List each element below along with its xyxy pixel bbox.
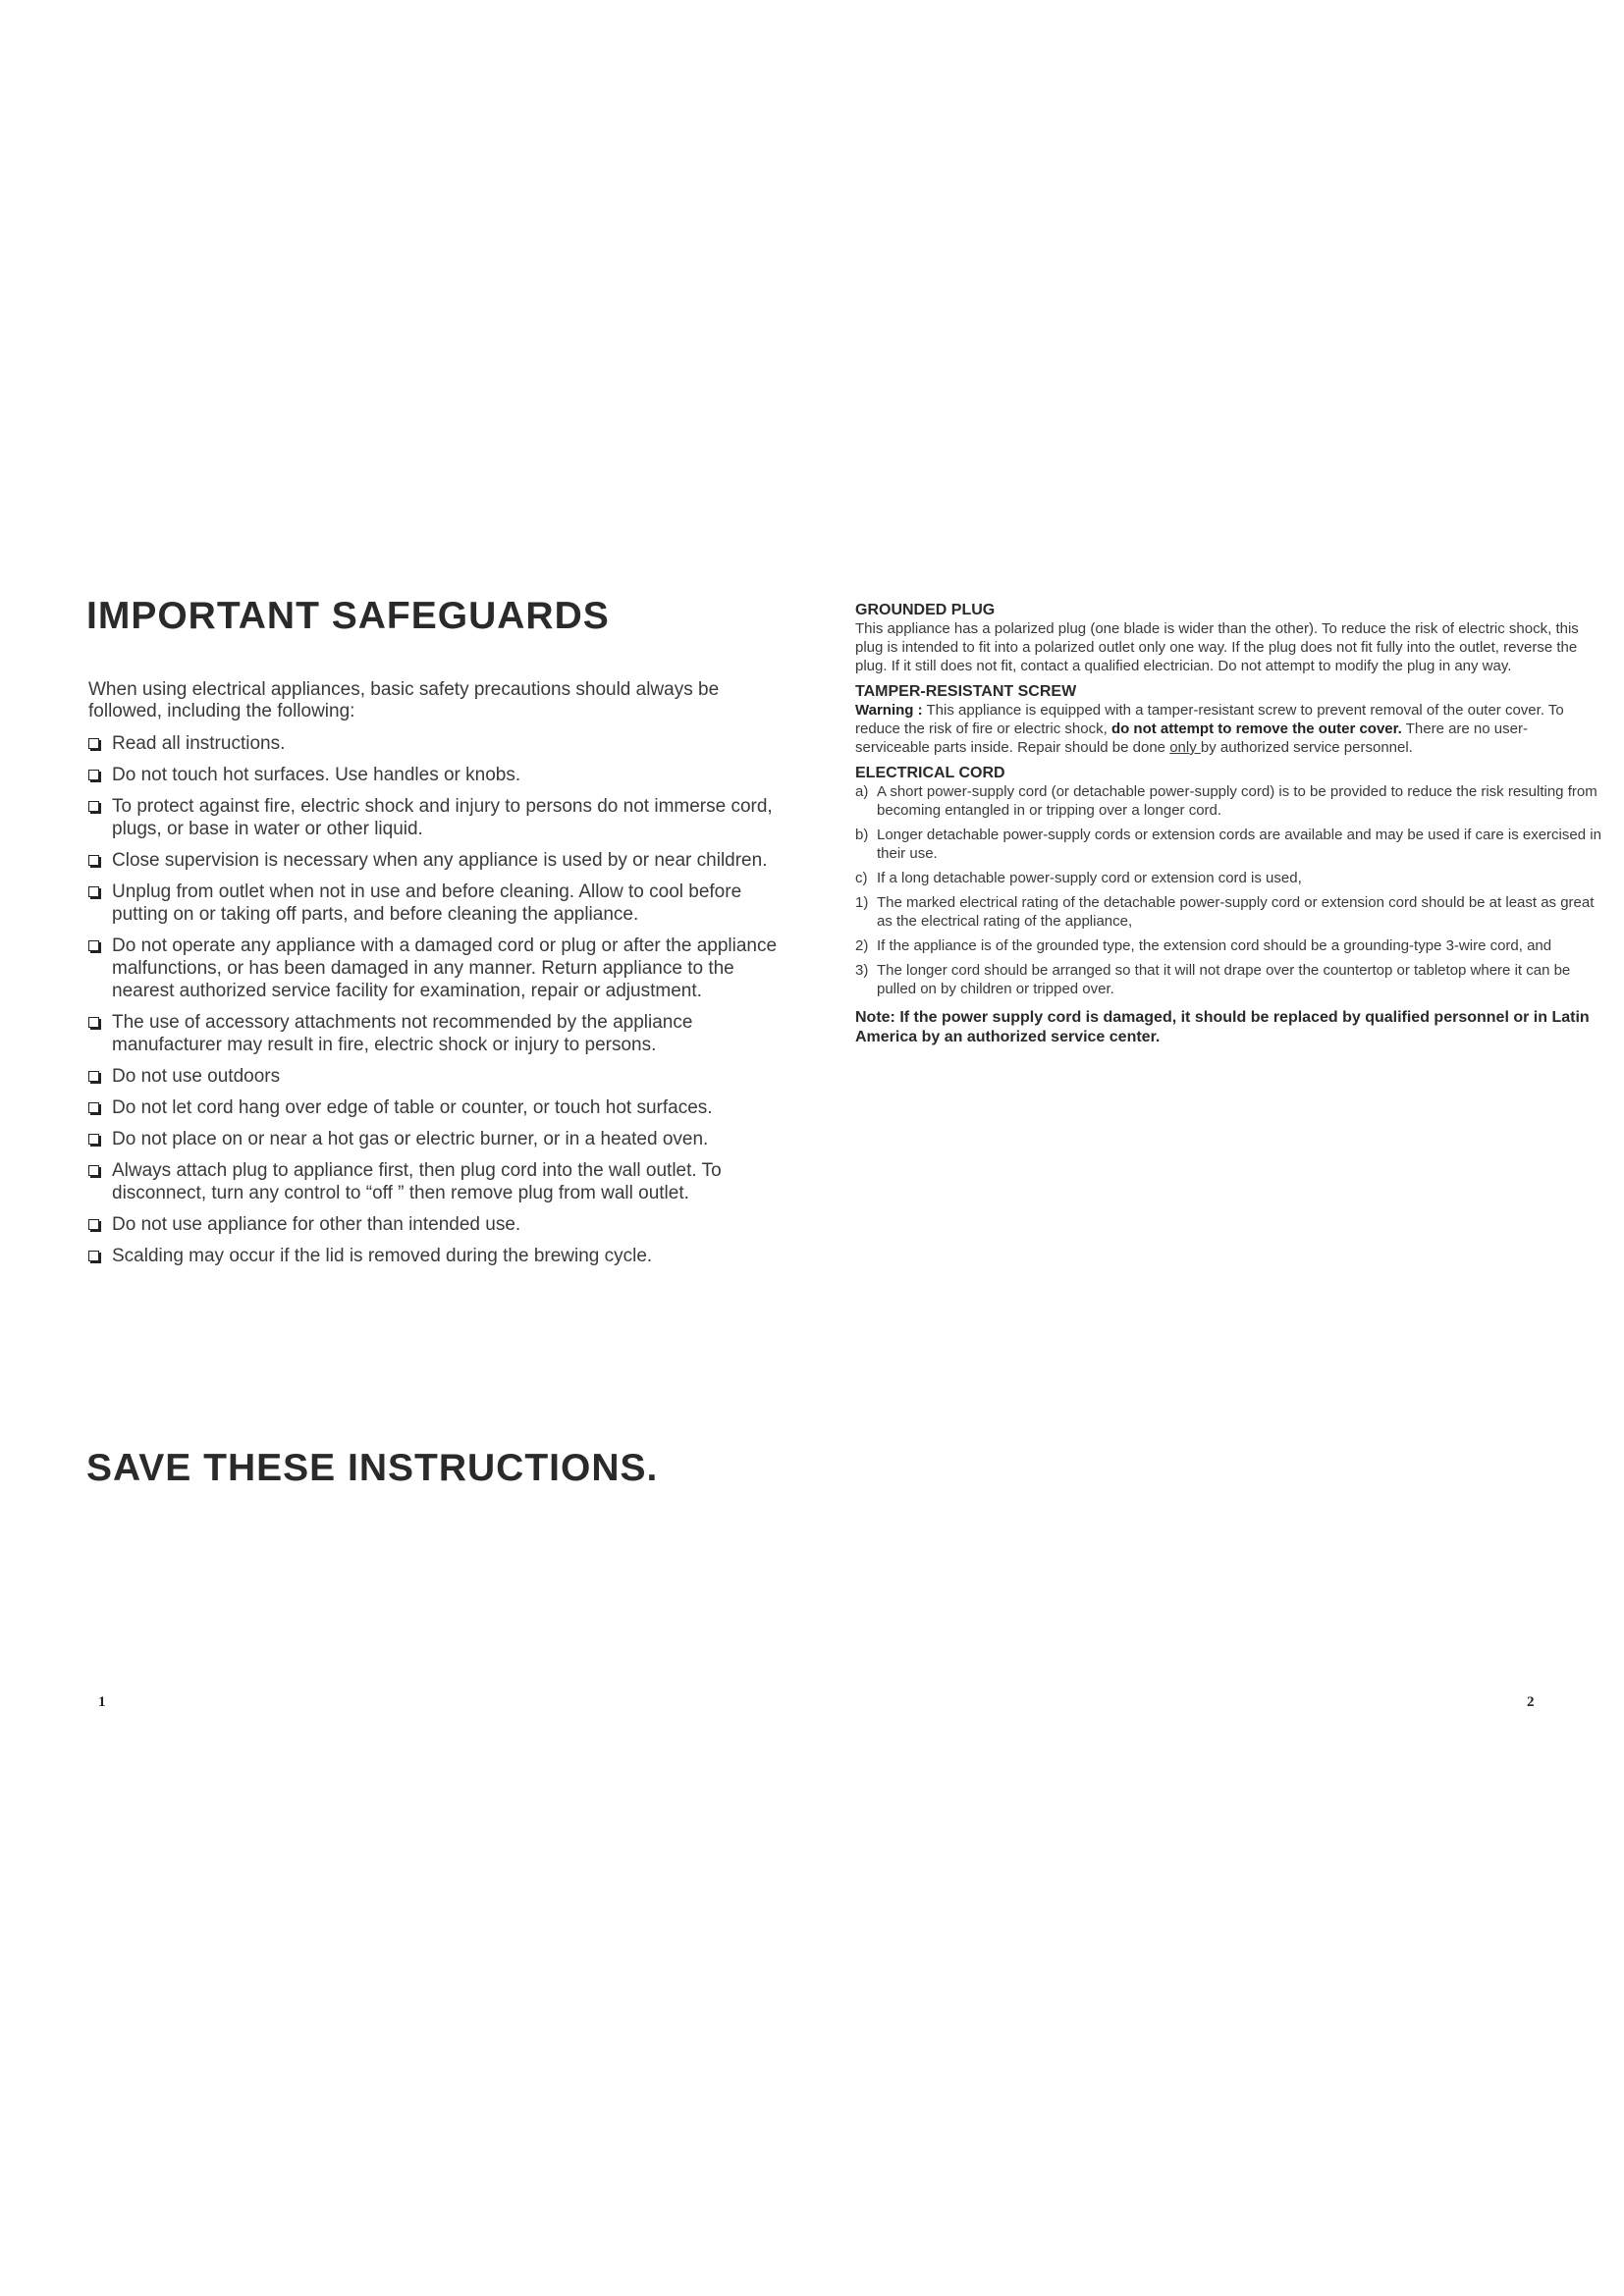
checkbox-icon bbox=[88, 1102, 99, 1113]
list-item bbox=[855, 961, 1601, 998]
right-page bbox=[812, 0, 1624, 2296]
list-marker: b) bbox=[855, 827, 869, 843]
list-item bbox=[88, 1065, 785, 1088]
section-heading: ELECTRICAL CORD bbox=[855, 765, 1005, 781]
list-item-text: Unplug from outlet when not in use and before cleaning. Allow to cool before putting on or taking off parts, and before cleaning the appliance. bbox=[112, 881, 742, 925]
list-item bbox=[855, 869, 1601, 887]
list-item bbox=[88, 732, 785, 755]
list-item-text: The marked electrical rating of the detachable power-supply cord or extension cord should be at least as great as the electrical rating of the appliance, bbox=[877, 894, 1595, 930]
warning-text: by authorized service personnel. bbox=[1200, 739, 1413, 756]
list-item-text: Read all instructions. bbox=[112, 733, 286, 754]
section-body: This appliance has a polarized plug (one blade is wider than the other). To reduce the risk of electric shock, this plug is intended to fit into a polarized outlet only one way. If the plug does not fit fully into the outlet, reverse the plug. If it still does not fit, contact a qualified electrician. Do not attempt to modify the plug in any way. bbox=[855, 620, 1579, 674]
note-text: Note: If the power supply cord is damaged, it should be replaced by qualified personnel or in Latin America by an authorized service center. bbox=[855, 1009, 1590, 1045]
list-item bbox=[88, 1096, 785, 1119]
warning-text: This appliance is equipped with a tamper-resistant screw to prevent removal of the outer cover. To reduce the risk of fire or electric shock, bbox=[855, 702, 1564, 737]
checkbox-icon bbox=[88, 1165, 99, 1176]
list-item bbox=[88, 881, 785, 926]
list-item bbox=[88, 934, 785, 1002]
underlined-text: only bbox=[1169, 739, 1201, 756]
section-heading: GROUNDED PLUG bbox=[855, 602, 996, 618]
page-number: 1 bbox=[98, 1694, 106, 1710]
grounded-plug-section bbox=[855, 601, 1601, 675]
list-item-text: Always attach plug to appliance first, then plug cord into the wall outlet. To disconnect, turn any control to “off ” then remove plug from wall outlet. bbox=[112, 1160, 722, 1203]
save-instructions-title: SAVE THESE INSTRUCTIONS. bbox=[86, 1447, 659, 1489]
tamper-screw-section bbox=[855, 682, 1601, 757]
section-body bbox=[855, 701, 1601, 757]
checkbox-icon bbox=[88, 770, 99, 780]
list-item bbox=[855, 826, 1601, 863]
list-item-text: Longer detachable power-supply cords or extension cords are available and may be used if care is exercised in their use. bbox=[877, 827, 1601, 862]
checkbox-icon bbox=[88, 1219, 99, 1230]
list-marker: c) bbox=[855, 870, 868, 886]
list-item bbox=[88, 849, 785, 872]
list-item bbox=[88, 1245, 785, 1267]
checkbox-icon bbox=[88, 1134, 99, 1145]
checkbox-icon bbox=[88, 855, 99, 866]
warning-text: There are no user-serviceable parts inside. Repair should be done bbox=[855, 721, 1528, 756]
cord-list bbox=[855, 782, 1601, 998]
checkbox-icon bbox=[88, 886, 99, 897]
list-item bbox=[855, 782, 1601, 820]
list-marker: 3) bbox=[855, 962, 869, 979]
checkbox-icon bbox=[88, 1251, 99, 1261]
list-item-text: The longer cord should be arranged so that it will not drape over the countertop or tabletop where it can be pulled on by children or tripped over. bbox=[877, 962, 1571, 997]
list-item bbox=[88, 1159, 785, 1204]
list-item-text: Do not use appliance for other than intended use. bbox=[112, 1214, 521, 1235]
list-marker: 2) bbox=[855, 937, 869, 954]
list-item-text: To protect against fire, electric shock and injury to persons do not immerse cord, plugs, or base in water or other liquid. bbox=[112, 796, 773, 839]
list-item bbox=[855, 893, 1601, 931]
list-item-text: The use of accessory attachments not recommended by the appliance manufacturer may result in fire, electric shock or injury to persons. bbox=[112, 1012, 693, 1055]
intro-text: When using electrical appliances, basic safety precautions should always be followed, including the following: bbox=[88, 679, 720, 721]
list-item-text: If a long detachable power-supply cord or extension cord is used, bbox=[877, 870, 1302, 886]
list-item-text: Do not let cord hang over edge of table or counter, or touch hot surfaces. bbox=[112, 1097, 713, 1118]
list-item-text: If the appliance is of the grounded type, the extension cord should be a grounding-type 3-wire cord, and bbox=[877, 937, 1552, 954]
list-item bbox=[88, 764, 785, 786]
list-item-text: A short power-supply cord (or detachable power-supply cord) is to be provided to reduce the risk resulting from becoming entangled in or tripping over a longer cord. bbox=[877, 783, 1597, 819]
list-item bbox=[88, 1213, 785, 1236]
list-item-text: Do not operate any appliance with a damaged cord or plug or after the appliance malfunctions, or has been damaged in any manner. Return appliance to the nearest authorized service facility for examination, repair or adjustment. bbox=[112, 935, 778, 1001]
checkbox-icon bbox=[88, 1071, 99, 1082]
list-item-text: Do not use outdoors bbox=[112, 1066, 281, 1087]
checkbox-icon bbox=[88, 1017, 99, 1028]
list-item-text: Close supervision is necessary when any appliance is used by or near children. bbox=[112, 850, 768, 871]
right-column bbox=[855, 601, 1601, 1047]
section-heading: TAMPER-RESISTANT SCREW bbox=[855, 683, 1077, 700]
list-item-text: Scalding may occur if the lid is removed during the brewing cycle. bbox=[112, 1246, 653, 1266]
list-marker: a) bbox=[855, 783, 869, 800]
list-item bbox=[88, 1011, 785, 1056]
list-marker: 1) bbox=[855, 894, 869, 911]
list-item-text: Do not place on or near a hot gas or electric burner, or in a heated oven. bbox=[112, 1129, 709, 1149]
page-number: 2 bbox=[1527, 1694, 1535, 1710]
warning-label: Warning : bbox=[855, 702, 923, 719]
list-item bbox=[88, 1128, 785, 1150]
list-item bbox=[88, 795, 785, 840]
electrical-cord-section bbox=[855, 764, 1601, 998]
page-title: IMPORTANT SAFEGUARDS bbox=[86, 595, 610, 637]
checkbox-icon bbox=[88, 801, 99, 812]
safeguard-list bbox=[88, 732, 785, 1276]
list-item-text: Do not touch hot surfaces. Use handles or knobs. bbox=[112, 765, 521, 785]
checkbox-icon bbox=[88, 738, 99, 749]
checkbox-icon bbox=[88, 940, 99, 951]
warning-emphasis: do not attempt to remove the outer cover. bbox=[1110, 721, 1402, 737]
list-item bbox=[855, 936, 1601, 955]
